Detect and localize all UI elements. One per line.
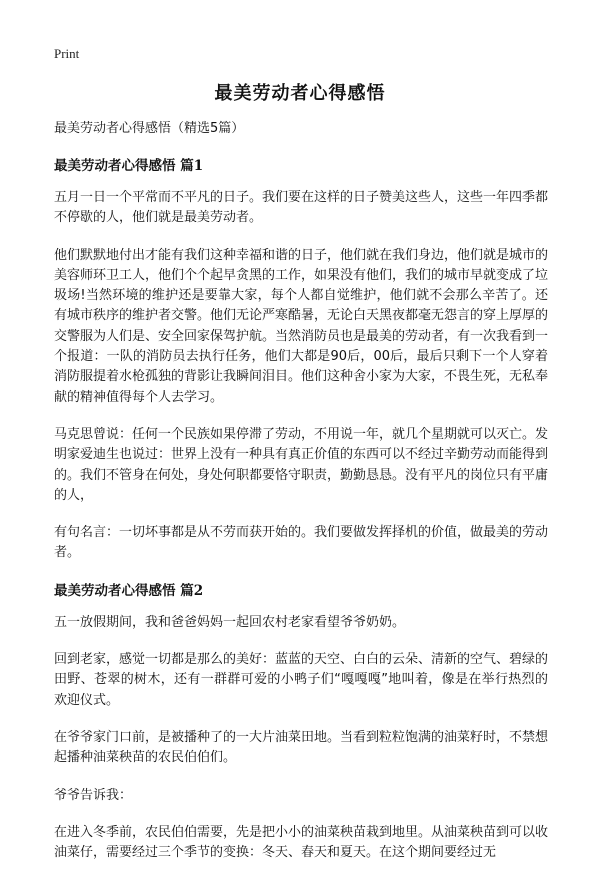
section-2-paragraph-1: 五一放假期间，我和爸爸妈妈一起回农村老家看望爷爷奶奶。	[54, 614, 406, 630]
section-heading-1: 最美劳动者心得感悟 篇1	[54, 158, 204, 174]
document-subtitle: 最美劳动者心得感悟（精选5篇）	[54, 121, 245, 136]
section-2-paragraph-2: 回到老家，感觉一切都是那么的美好：蓝蓝的天空、白白的云朵、清新的空气、碧绿的田野、苍翠的树木，还有一群群可爱的小鸭子们“嘎嘎嘎”地叫着，像是在举行热烈的欢迎仪式。	[54, 652, 549, 708]
section-1-paragraph-3: 马克思曾说：任何一个民族如果停滞了劳动，不用说一年，就几个星期就可以灭亡。发明家爱迪生也说过：世界上没有一种具有真正价值的东西可以不经过辛勤劳动而能得到的。我们不管身在何处，身处何职都要恪守职责，勤勤恳恳。没有平凡的岗位只有平庸的人，	[54, 426, 549, 503]
section-2-paragraph-3: 在爷爷家门口前，是被播种了的一大片油菜田地。当看到粒粒饱满的油菜籽时，不禁想起播种油菜秧苗的农民伯伯们。	[54, 729, 549, 766]
section-1-paragraph-4: 有句名言：一切坏事都是从不劳而获开始的。我们要做发挥择机的价值，做最美的劳动者。	[54, 525, 549, 561]
print-link[interactable]: Print	[54, 46, 80, 61]
document-body	[54, 119, 548, 880]
section-heading-2: 最美劳动者心得感悟 篇2	[54, 582, 204, 599]
section-2-paragraph-5: 在进入冬季前，农民伯伯需要，先是把小小的油菜秧苗栽到地里。从油菜秧苗到可以收油菜仔，需要经过三个季节的变换：冬天、春天和夏天。在这个期间要经过无	[54, 824, 549, 861]
section-1-paragraph-2: 他们默默地付出才能有我们这种幸福和谐的日子，他们就在我们身边，他们就是城市的美容师环卫工人，他们个个起早贪黑的工作，如果没有他们，我们的城市早就变成了垃圾场!当然环境的维护还是要靠大家，每个人都自觉维护，他们就不会那么辛苦了。还有城市秩序的维护者交警。他们无论严寒酷暑，无论白天黑夜都毫无怨言的穿上厚厚的交警服为人们是、安全回家保驾护航。当然消防员也是最美的劳动者，有一次我看到一个报道：一队的消防员去执行任务，他们大都是90后，00后，最后只剩下一个人穿着消防服提着水枪孤独的背影让我瞬间泪目。他们这种舍小家为大家，不畏生死，无私奉献的精神值得每个人去学习。	[54, 247, 549, 405]
page-title: 最美劳动者心得感悟	[214, 83, 386, 104]
section-2-paragraph-4: 爷爷告诉我：	[54, 787, 133, 803]
section-1-paragraph-1: 五月一日一个平常而不平凡的日子。我们要在这样的日子赞美这些人，这些一年四季都不停歇的人，他们就是最美劳动者。	[54, 190, 549, 226]
